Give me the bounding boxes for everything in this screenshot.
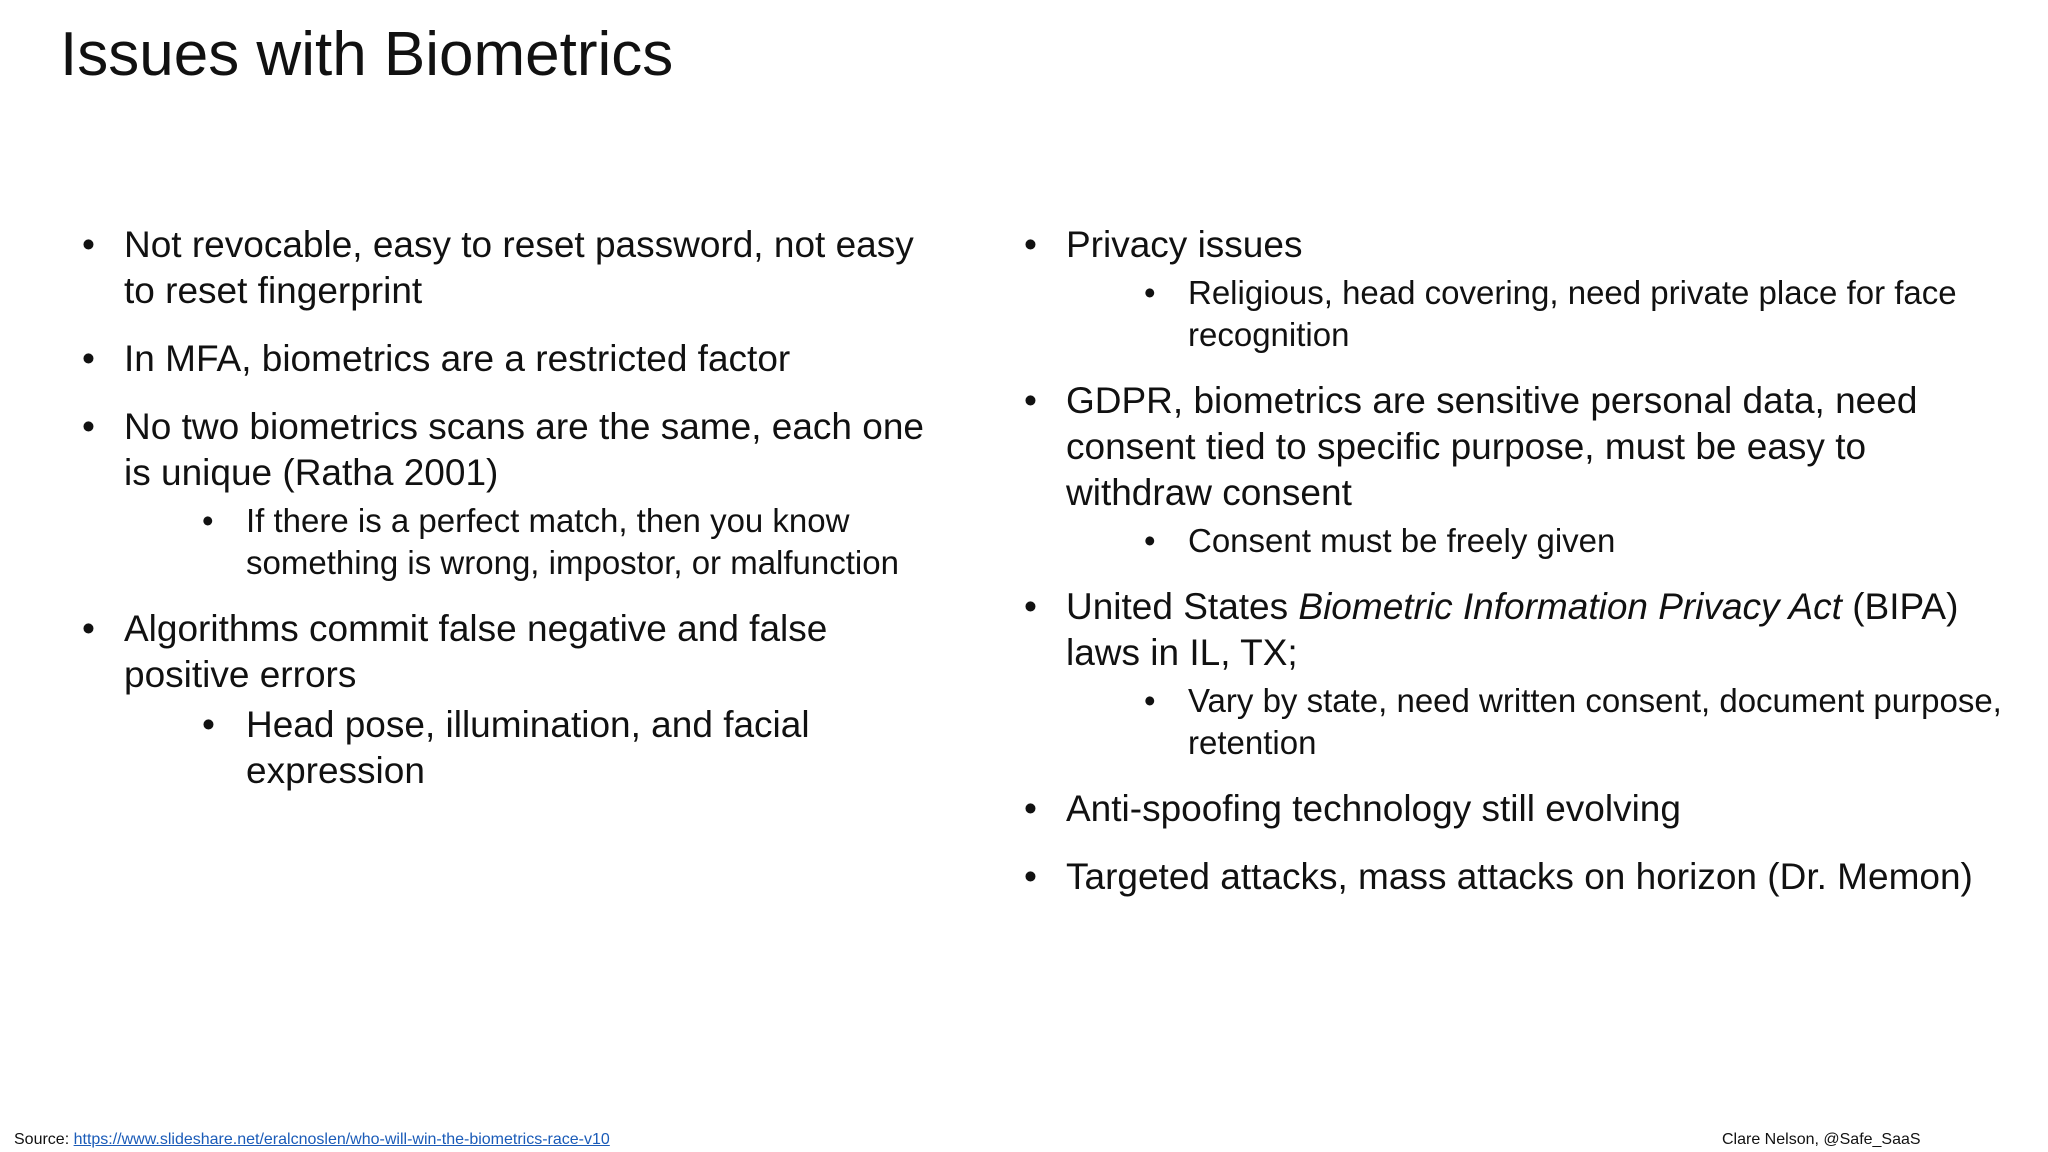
bullet-text: No two biometrics scans are the same, each one is unique (Ratha 2001) (124, 406, 924, 493)
bullet-mfa-restricted-factor (80, 336, 940, 382)
bullet-text: Not revocable, easy to reset password, not easy to reset fingerprint (124, 224, 914, 311)
sub-bullet-religious: • Religious, head covering, need private place for face recognition (1110, 272, 2022, 356)
footer-credit: Clare Nelson, @Safe_SaaS (1722, 1131, 1921, 1148)
sub-bullet-vary-by-state: • Vary by state, need written consent, document purpose, retention (1110, 680, 2022, 764)
bullet-bipa (1022, 584, 2022, 764)
bullet-text-after: (BIPA) laws in IL, TX; (1066, 586, 1959, 673)
bullet-text: Privacy issues (1066, 224, 1303, 265)
bullet-text: Algorithms commit false negative and false positive errors (124, 608, 828, 695)
slide-title: Issues with Biometrics (60, 20, 674, 89)
bullet-targeted-attacks (1022, 854, 2022, 900)
bullet-text: GDPR, biometrics are sensitive personal data, need consent tied to specific purpose, must be easy to withdraw consent (1066, 380, 1918, 513)
bullet-text-before: United States (1066, 586, 1299, 627)
bullet-not-revocable (80, 222, 940, 314)
bullet-gdpr (1022, 378, 2022, 562)
source-label: Source: (14, 1131, 74, 1148)
bullet-text: Targeted attacks, mass attacks on horizon (Dr. Memon) (1066, 856, 1973, 897)
source-link[interactable]: https://www.slideshare.net/eralcnoslen/who-will-win-the-biometrics-race-v10 (73, 1131, 610, 1148)
bullet-text: In MFA, biometrics are a restricted factor (124, 338, 791, 379)
right-bullet-list (1022, 222, 2022, 922)
sub-bullet-consent-freely-given: • Consent must be freely given (1110, 520, 2022, 562)
bullet-algorithm-errors (80, 606, 940, 794)
sub-bullet-perfect-match: • If there is a perfect match, then you know something is wrong, impostor, or malfunction (168, 500, 940, 584)
sub-bullet-head-pose: • Head pose, illumination, and facial expression (168, 702, 940, 794)
bullet-scans-unique (80, 404, 940, 584)
bullet-text: Anti-spoofing technology still evolving (1066, 788, 1681, 829)
bullet-privacy-issues (1022, 222, 2022, 356)
bullet-anti-spoofing (1022, 786, 2022, 832)
footer-source (14, 1131, 610, 1149)
left-bullet-list (80, 222, 940, 816)
bullet-text-italic: Biometric Information Privacy Act (1298, 586, 1842, 627)
